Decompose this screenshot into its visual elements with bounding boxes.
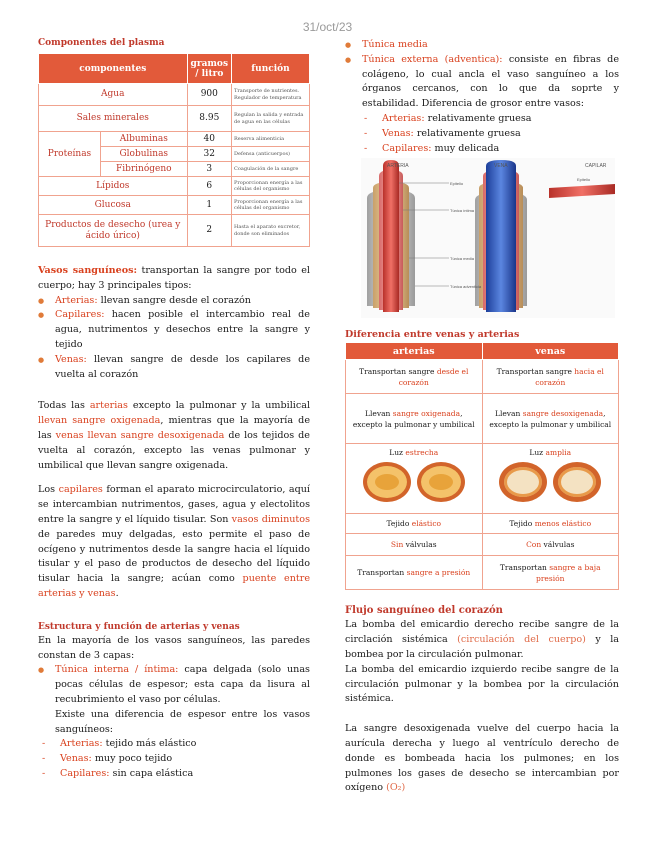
text: forman el aparato microcirculatorio, aquí se intercambian nutrimentos, gases, agua y electolitos entre la sangre y el líquido tisular. Son <box>38 484 310 525</box>
estructura-title: Estructura y función de arterias y venas <box>38 621 240 632</box>
tunica-list <box>345 38 619 112</box>
flujo-p3 <box>345 722 619 796</box>
text: de los tejidos de vuelta al corazón, excepto las venas pulmonar y umbilical que llevan sangre oxigenada. <box>38 429 310 471</box>
cell-arteria-1 <box>346 360 483 394</box>
list-item <box>345 38 619 53</box>
text: válvulas <box>541 540 575 550</box>
plasma-row-name: Fibrinógeno <box>101 162 188 177</box>
hl: sangre a presión <box>406 568 471 578</box>
hl: arterias <box>89 400 128 412</box>
hl: Sin <box>390 540 404 550</box>
hl: sangre desoxigenada <box>522 408 604 418</box>
cell-vena-3 <box>482 444 619 514</box>
text: , excepto la pulmonar y umbilical <box>352 408 475 429</box>
hl: estrecha <box>405 448 439 458</box>
plasma-row-name: Albuminas <box>101 132 188 147</box>
hl: Con <box>526 540 542 550</box>
artery-cross-section <box>363 462 411 502</box>
plasma-row-name: Agua <box>39 84 188 106</box>
cell-vena-5 <box>482 534 619 556</box>
term: Túnica externa (adventica): <box>362 53 503 65</box>
cell-arteria-4 <box>346 514 483 534</box>
estructura-intro: En la mayoría de los vasos sanguíneos, las paredes constan de 3 capas: <box>38 634 310 661</box>
text: Transportan sangre <box>359 366 437 376</box>
term: Túnica media <box>362 39 428 50</box>
hl: vasos diminutos <box>231 513 310 525</box>
plasma-row-value: 32 <box>187 147 231 162</box>
hl: puente entre arterias y venas <box>38 573 311 599</box>
text: Transportan sangre <box>496 366 575 376</box>
text: sin capa elástica <box>109 767 194 779</box>
text: tejido más elástico <box>102 738 197 750</box>
plasma-row-value: 8.95 <box>187 106 231 132</box>
header-arterias: arterias <box>346 343 483 360</box>
text: . <box>115 587 119 599</box>
plasma-row-name: Glucosa <box>39 196 188 215</box>
plasma-title: Componentes del plasma <box>38 38 165 48</box>
diff-intro: Existe una diferencia de espesor entre los vasos sanguíneos: <box>55 708 310 735</box>
vein-cross-section <box>553 462 601 502</box>
label-vena: VENA <box>494 163 508 170</box>
text: Todas las <box>38 400 90 412</box>
text: excepto la pulmonar y la umbilical <box>127 400 311 412</box>
plasma-table <box>38 53 310 247</box>
capilares-paragraph <box>38 483 310 601</box>
page-date: 31/oct/23 <box>302 20 353 34</box>
plasma-row-value: 900 <box>187 84 231 106</box>
text: Llevan <box>365 408 393 418</box>
text: Transportan <box>499 562 550 572</box>
cell-arteria-2 <box>346 394 483 444</box>
term: Capilares: <box>382 142 432 154</box>
term: Capilares: <box>60 767 110 779</box>
list-item <box>362 112 619 127</box>
text: capa delgada (solo unas pocas células de espesor; esta capa da lisura al recubrimiento el vaso por células. <box>55 664 310 705</box>
artery-cross-section <box>417 462 465 502</box>
estructura-list <box>38 663 310 707</box>
text: Luz <box>529 448 546 458</box>
plasma-row-func: Defensa (anticuerpos) <box>232 147 310 162</box>
plasma-row-value: 3 <box>187 162 231 177</box>
hl: (circulación del cuerpo) <box>457 634 586 646</box>
vasos-title: Vasos sanguíneos: <box>38 265 138 276</box>
arterias-paragraph <box>38 399 310 473</box>
hl: amplia <box>545 448 572 458</box>
hl: menos elástico <box>534 519 592 529</box>
vessels-figure <box>361 158 615 318</box>
plasma-row-name: Sales minerales <box>39 106 188 132</box>
text: La sangre desoxigenada vuelve del cuerpo hacia la aurícula derecha y luego al ventrículo derecho de donde es bombeada hacia los pulmones; en los pulmones los gases de desecho se intercambian por oxígeno <box>345 723 619 794</box>
cell-arteria-6 <box>346 556 483 590</box>
term: Túnica interna / íntima: <box>55 664 179 676</box>
label-arteria: ARTERIA <box>387 163 409 170</box>
list-item <box>345 53 619 112</box>
text: válvulas <box>403 540 437 550</box>
diff-list <box>40 737 310 781</box>
hl: sangre oxigenada <box>392 408 461 418</box>
right-column <box>345 38 619 796</box>
hl: elástico <box>411 519 442 529</box>
hl: llevan sangre oxigenada <box>38 415 161 427</box>
label-adventicia: Túnica adventicia <box>450 284 482 290</box>
text: Tejido <box>509 519 535 529</box>
vein-rings <box>487 462 615 502</box>
header-componentes: componentes <box>39 54 188 84</box>
text: La bomba del emicardio derecho recibe sangre de la circlación sistémica <box>345 619 619 646</box>
header-gramos: gramos / litro <box>187 54 231 84</box>
flujo-p2: La bomba del emicardio izquierdo recibe sangre de la circulación pulmonar y la bombea por la circulación sistémica. <box>345 663 619 705</box>
list-item <box>40 737 310 752</box>
label-capilar: CAPILAR <box>585 163 607 170</box>
list-item <box>40 752 310 767</box>
term: Arterias: <box>60 738 103 750</box>
list-item <box>38 294 310 309</box>
hl: desde el corazón <box>398 366 469 387</box>
term: Arterias: <box>55 294 98 306</box>
list-item <box>40 767 310 782</box>
term: Capilares: <box>55 309 105 321</box>
plasma-row-func: Proporcionan energía a las células del organismo <box>232 177 310 196</box>
text: relativamente gruesa <box>424 112 532 124</box>
term: Arterias: <box>382 112 425 124</box>
header-funcion: función <box>232 54 310 84</box>
text: muy delicada <box>431 142 500 154</box>
plasma-row-func: Regulan la salida y entrada de agua en las células <box>232 106 310 132</box>
text: Llevan <box>494 408 523 418</box>
plasma-row-name: Lípidos <box>39 177 188 196</box>
plasma-row-value: 2 <box>187 215 231 247</box>
list-item <box>362 127 619 142</box>
list-item <box>38 353 310 383</box>
diferencia-title: Diferencia entre venas y arterias <box>345 329 520 341</box>
term: Venas: <box>55 353 87 365</box>
text: llevan sangre desde el corazón <box>97 294 251 306</box>
text: Los <box>38 484 59 496</box>
label-media: Túnica media <box>450 256 475 262</box>
text: hacen posible el intercambio real de agua, nutrimentos y desechos entre la sangre y tejido <box>55 309 310 350</box>
vasos-list <box>38 294 310 383</box>
text: muy poco tejido <box>91 753 173 765</box>
vein-cross-section <box>499 462 547 502</box>
text: relativamente gruesa <box>413 127 521 139</box>
label-epitelio: Epitelio <box>450 181 464 187</box>
hl: hacia el corazón <box>535 366 604 387</box>
left-column <box>38 38 310 782</box>
text: de paredes muy delgadas, esto permite el paso de ocígeno y nutrimentos desde la sangre hacia el líquido tisular y el paso de productos de desecho del líquido tisular hacia la sangre; acúan como <box>38 528 310 585</box>
text: , excepto la pulmonar y umbilical <box>489 408 612 429</box>
plasma-row-func: Reserva alimenticia <box>232 132 310 147</box>
cell-vena-1 <box>482 360 619 394</box>
plasma-row-name: Globulinas <box>101 147 188 162</box>
flujo-p1 <box>345 618 619 662</box>
artery-rings <box>350 462 478 502</box>
plasma-row-func: Hasta el aparato excretor, donde son eliminados <box>232 215 310 247</box>
plasma-row-value: 6 <box>187 177 231 196</box>
flujo-title: Flujo sanguíneo del corazón <box>345 605 503 617</box>
cell-arteria-5 <box>346 534 483 556</box>
diferencia-table <box>345 342 619 590</box>
label-intima: Túnica íntima <box>450 208 475 214</box>
hl: capilares <box>58 484 103 496</box>
plasma-row-func: Transporte de nutrientes. Regulador de temperatura <box>232 84 310 106</box>
cell-vena-6 <box>482 556 619 590</box>
text: Tejido <box>386 519 412 529</box>
text: Luz <box>389 448 406 458</box>
plasma-row-func: Coagulación de la sangre <box>232 162 310 177</box>
plasma-group-proteinas: Proteínas <box>39 132 101 177</box>
cell-vena-4 <box>482 514 619 534</box>
hl: venas llevan sangre desoxigenada <box>55 429 225 441</box>
hl: (O₂) <box>386 782 406 794</box>
plasma-row-value: 1 <box>187 196 231 215</box>
text: , mientras que la mayoría de las <box>38 415 310 441</box>
list-item <box>38 663 310 707</box>
cell-vena-2 <box>482 394 619 444</box>
text: Transportan <box>357 568 407 578</box>
label-epitelio-capilar: Epitelio <box>577 177 591 183</box>
text: llevan sangre de desde los capilares de vuelta al corazón <box>55 353 310 380</box>
grosor-list <box>362 112 619 156</box>
vasos-intro-text: transportan la sangre por todo el cuerpo; hay 3 principales tipos: <box>38 265 310 291</box>
header-venas: venas <box>482 343 619 360</box>
plasma-row-name: Productos de desecho (urea y ácido úrico) <box>39 215 188 247</box>
text: y la bombea por la circulación pulmonar. <box>345 634 620 660</box>
plasma-row-value: 40 <box>187 132 231 147</box>
hl: sangre a baja presión <box>536 562 601 583</box>
term: Venas: <box>60 753 92 765</box>
term: Venas: <box>382 127 414 139</box>
list-item <box>38 308 310 352</box>
list-item <box>362 142 619 157</box>
text: consiste en fibras de colágeno, lo cual ancla el vaso sanguíneo a los órganos cercanos, con lo que da soprte y estabilidad. Diferencia de grosor entre vasos: <box>362 53 620 110</box>
cell-arteria-3 <box>346 444 483 514</box>
plasma-row-func: Proporcionan energía a las células del organismo <box>232 196 310 215</box>
vasos-intro <box>38 264 310 294</box>
